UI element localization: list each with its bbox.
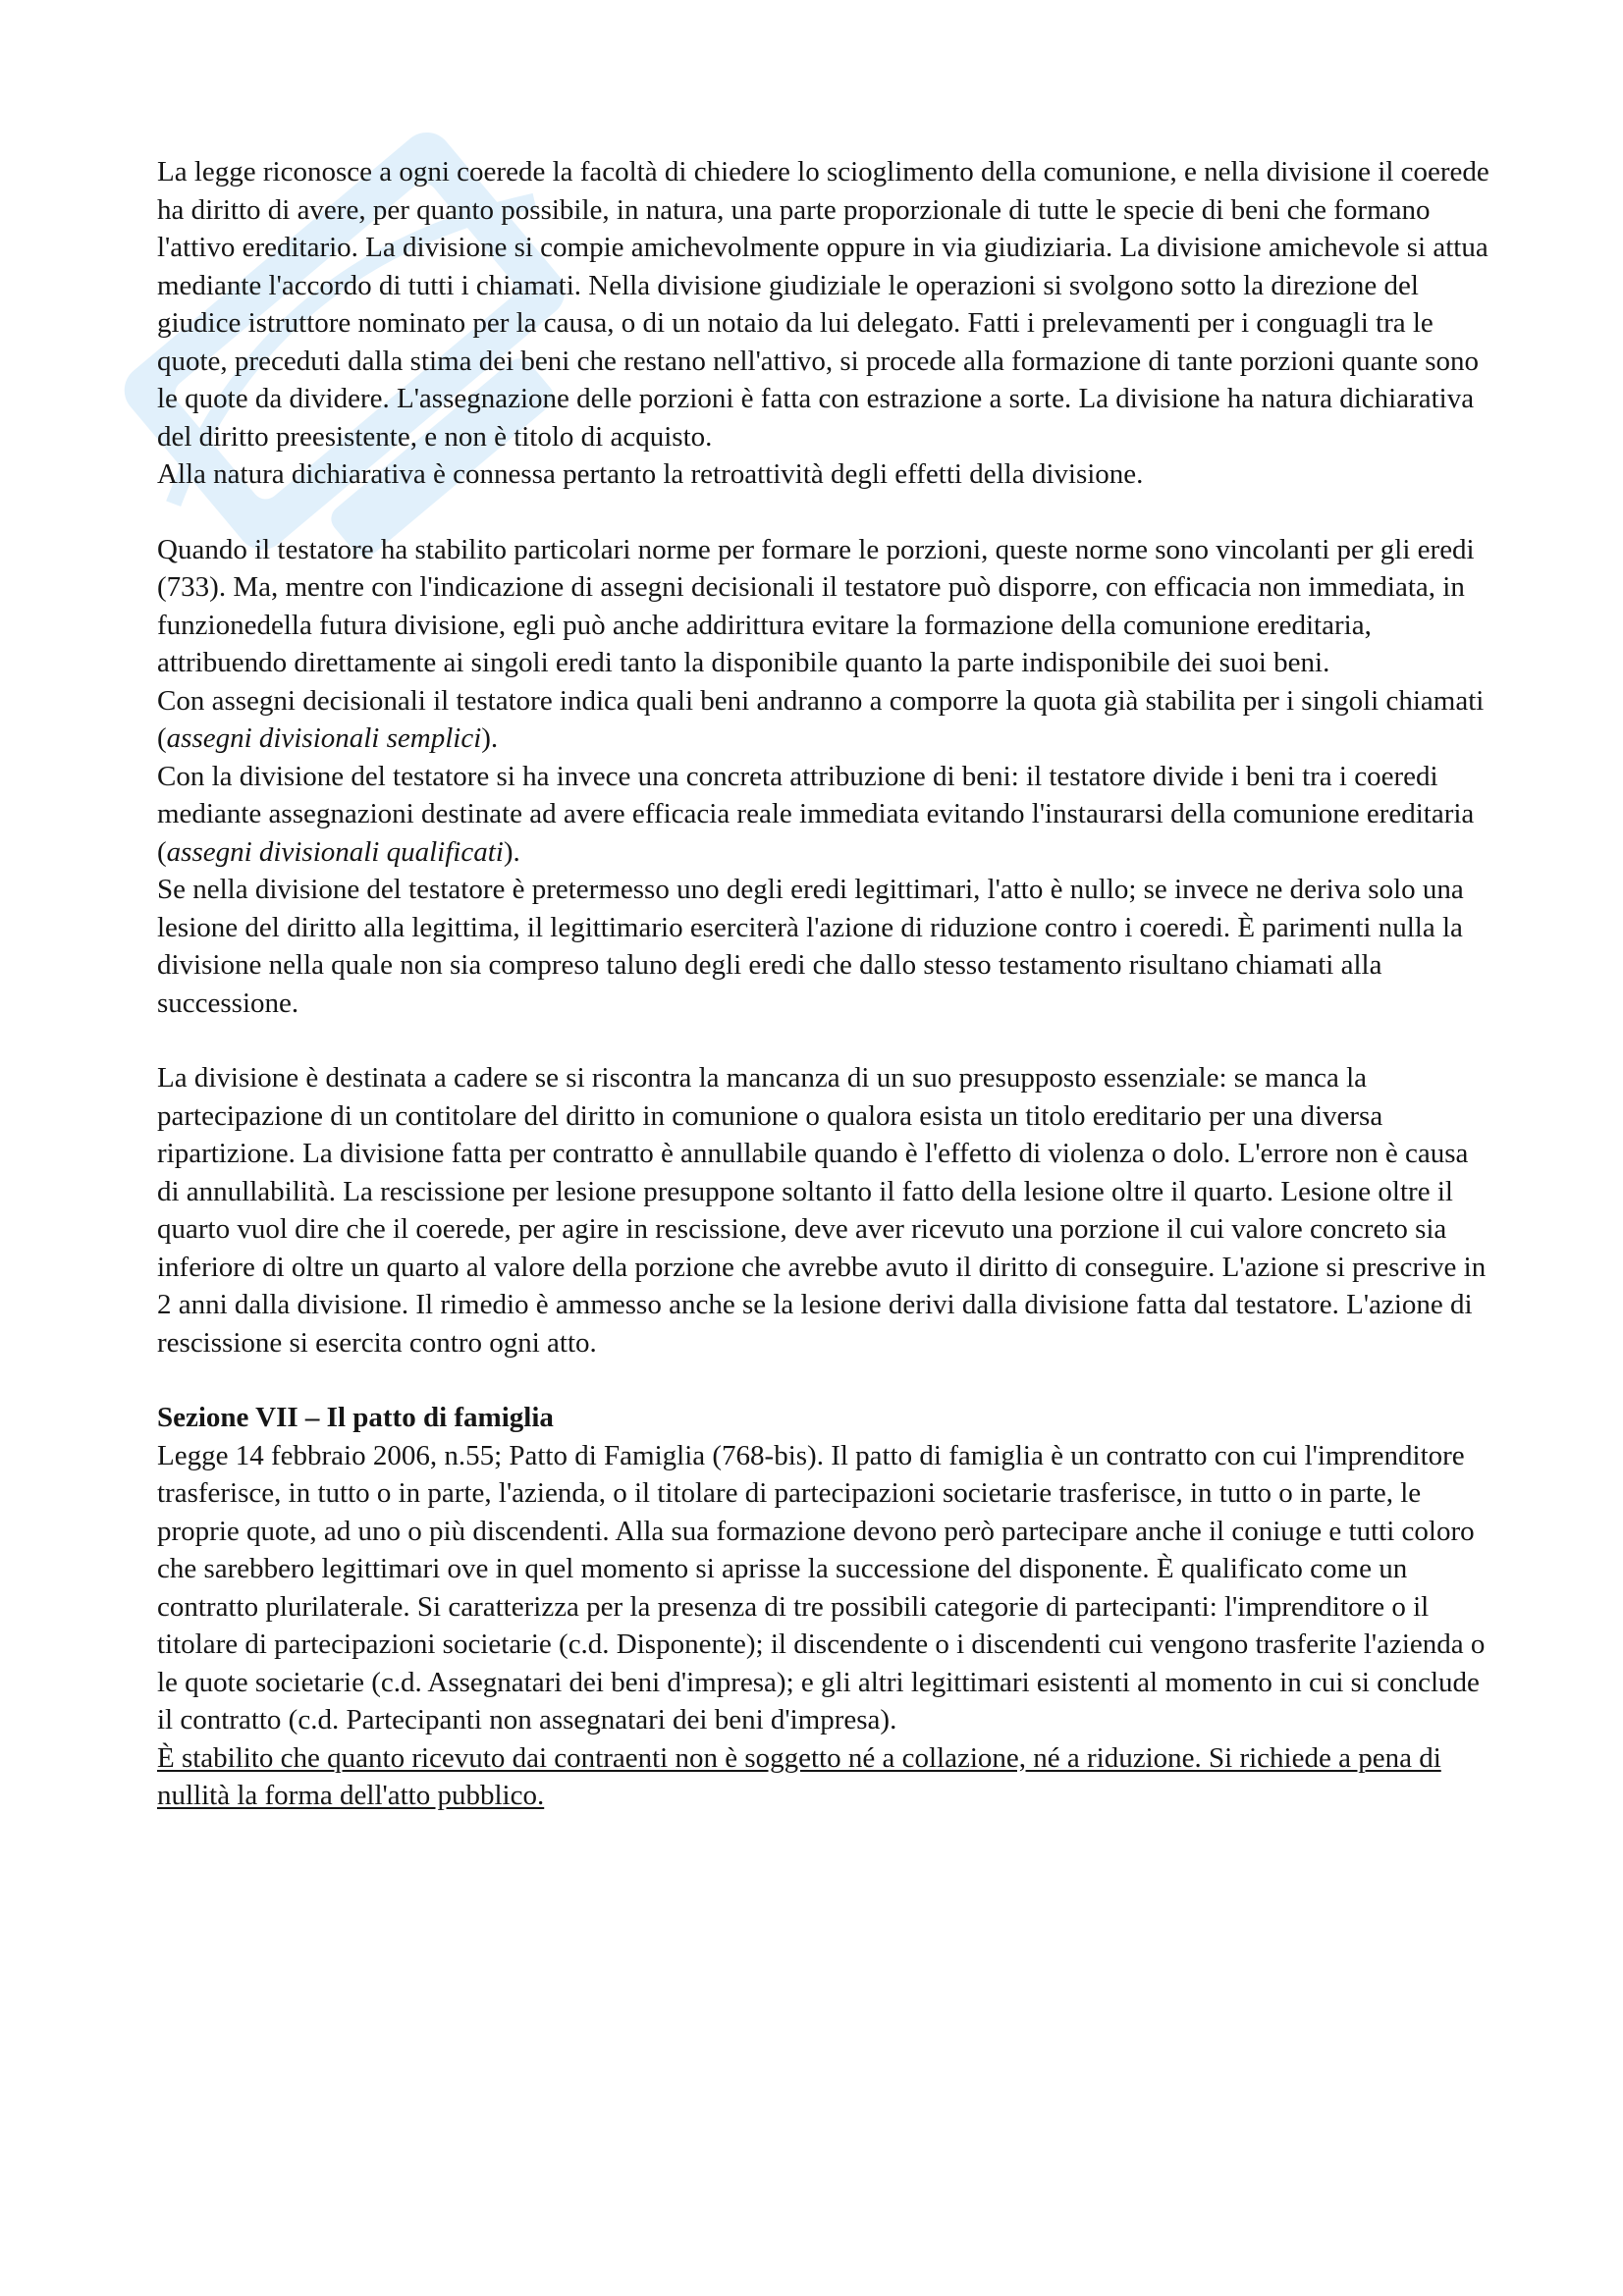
paragraph-pretermitted-heir: Se nella divisione del testatore è pretermesso uno degli eredi legittimari, l'atto è nullo; se invece ne deriva solo una lesione del diritto alla legittima, il legittimario eserciterà l'azione di riduzione contro i coeredi. È parimenti nulla la divisione nella quale non sia compreso taluno degli eredi che dallo stesso testamento risultano chiamati alla successione. [157, 874, 1464, 1019]
paragraph-simple-assignments: Con assegni decisionali il testatore indica quali beni andranno a comporre la quota già stabilita per i singoli chiamati (assegni divisionali semplici). [157, 684, 1485, 754]
section-heading: Sezione VII – Il patto di famiglia [157, 1402, 554, 1433]
paragraph-division-invalidity: La divisione è destinata a cadere se si riscontra la mancanza di un suo presupposto essenziale: se manca la partecipazione di un contitolare del diritto in comunione o qualora esista un titolo ereditario per una diversa ripartizione. La divisione fatta per contratto è annullabile quando è l'effetto di violenza o dolo. L'errore non è causa di annullabilità. La rescissione per lesione presuppone soltanto il fatto della lesione oltre il quarto. Lesione oltre il quarto vuol dire che il coerede, per agire in rescissione, deve aver ricevuto una porzione il cui valore concreto sia inferiore di oltre un quarto al valore della porzione che avrebbe avuto il diritto di conseguire. L'azione si prescrive in 2 anni dalla divisione. Il rimedio è ammesso anche se la lesione derivi dalla divisione fatta dal testatore. L'azione di rescissione si esercita contro ogni atto. [157, 1062, 1487, 1359]
emphasis-simple-assignments: assegni divisionali semplici [166, 722, 482, 754]
paragraph-qualified-assignments: Con la divisione del testatore si ha invece una concreta attribuzione di beni: il testatore divide i beni tra i coeredi mediante assegnazioni destinate ad avere efficacia reale immediata evitando l'instaurarsi della comunione ereditaria (assegni divisionali qualificati). [157, 760, 1475, 868]
paragraph-family-pact-underlined: È stabilito che quanto ricevuto dai contraenti non è soggetto né a collazione, né a riduzione. Si richiede a pena di nullità la forma dell'atto pubblico. [157, 1741, 1441, 1811]
emphasis-qualified-assignments: assegni divisionali qualificati [166, 835, 504, 868]
document-page [157, 153, 1492, 1815]
paragraph-division-intro: La legge riconosce a ogni coerede la facoltà di chiedere lo scioglimento della comunione, e nella divisione il coerede ha diritto di avere, per quanto possibile, in natura, una parte proporzionale di tutte le specie di beni che formano l'attivo ereditario. La divisione si compie amichevolmente oppure in via giudiziaria. La divisione amichevole si attua mediante l'accordo di tutti i chiamati. Nella divisione giudiziale le operazioni si svolgono sotto la direzione del giudice istruttore nominato per la causa, o di un notaio da lui delegato. Fatti i prelevamenti per i conguagli tra le quote, preceduti dalla stima dei beni che restano nell'attivo, si procede alla formazione di tante porzioni quante sono le quote da dividere. L'assegnazione delle porzioni è fatta con estrazione a sorte. La divisione ha natura dichiarativa del diritto preesistente, e non è titolo di acquisto. [157, 156, 1489, 453]
paragraph-declarative-nature: Alla natura dichiarativa è connessa pertanto la retroattività degli effetti della divisione. [157, 458, 1144, 490]
paragraph-family-pact: Legge 14 febbraio 2006, n.55; Patto di Famiglia (768-bis). Il patto di famiglia è un contratto con cui l'imprenditore trasferisce, in tutto o in parte, l'azienda, o il titolare di partecipazioni societarie trasferisce, in tutto o in parte, le proprie quote, ad uno o più discendenti. Alla sua formazione devono però partecipare anche il coniuge e tutti coloro che sarebbero legittimari ove in quel momento si aprisse la successione del disponente. È qualificato come un contratto plurilaterale. Si caratterizza per la presenza di tre possibili categorie di partecipanti: l'imprenditore o il titolare di partecipazioni societarie (c.d. Disponente); il discendente o i discendenti cui vengono trasferite l'azienda o le quote societarie (c.d. Assegnatari dei beni d'impresa); e gli altri legittimari esistenti al momento in cui si conclude il contratto (c.d. Partecipanti non assegnatari dei beni d'impresa). [157, 1439, 1486, 1735]
paragraph-testator-norms: Quando il testatore ha stabilito particolari norme per formare le porzioni, queste norme sono vincolanti per gli eredi (733). Ma, mentre con l'indicazione di assegni decisionali il testatore può disporre, con efficacia non immediata, in funzionedella futura divisione, egli può anche addirittura evitare la formazione della comunione ereditaria, attribuendo direttamente ai singoli eredi tanto la disponibile quanto la parte indisponibile dei suoi beni. [157, 533, 1475, 678]
